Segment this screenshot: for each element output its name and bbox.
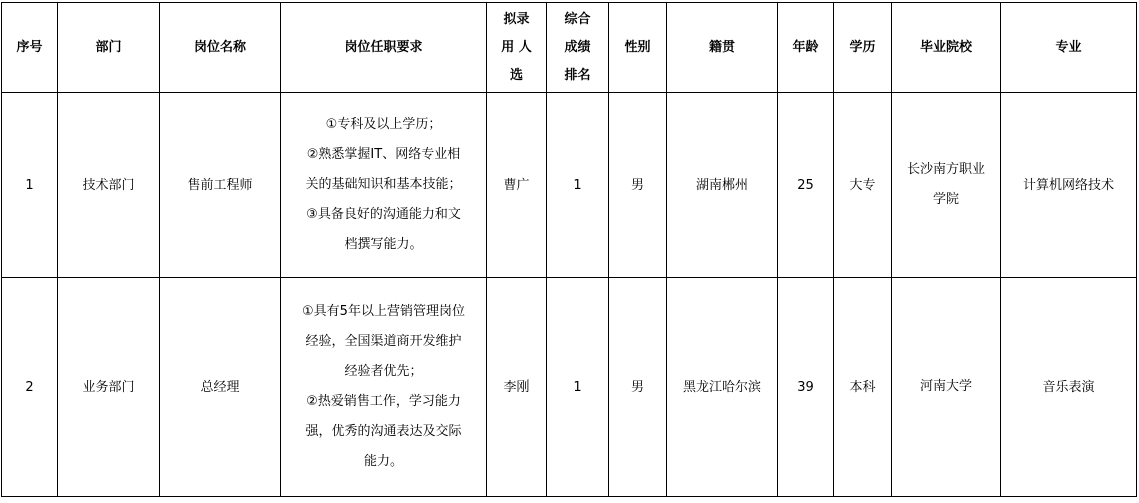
school-text: 河南大学 (919, 379, 972, 394)
cell-index: 1 (2, 93, 58, 278)
cell-age: 25 (778, 93, 834, 278)
cell-gender: 男 (609, 93, 667, 278)
header-education: 学历 (834, 3, 892, 93)
requirements-text: ①具有5年以上营销管理岗位 经验，全国渠道商开发维护 经验者优先； ②热爱销售工作，学习能力 强，优秀的沟通表达及交际 能力。 (302, 304, 465, 469)
requirements-text: ①专科及以上学历； ②熟悉掌握IT、网络专业相 关的基础知识和基本技能； ③具备良好的沟通能力和文 档撰写能力。 (305, 117, 462, 252)
header-school: 毕业院校 (892, 3, 1001, 93)
cell-rank: 1 (547, 278, 609, 497)
cell-department: 技术部门 (58, 93, 160, 278)
header-department: 部门 (58, 3, 160, 93)
table-row (2, 278, 1137, 497)
school-text: 长沙南方职业 学院 (906, 162, 985, 207)
cell-candidate: 李刚 (487, 278, 547, 497)
header-rank-label: 综合 成绩 排名 (564, 11, 591, 83)
cell-school (892, 93, 1001, 278)
header-age: 年龄 (778, 3, 834, 93)
table-row (2, 93, 1137, 278)
cell-position: 售前工程师 (160, 93, 281, 278)
recruitment-table (1, 2, 1137, 497)
cell-school (892, 278, 1001, 497)
header-candidate-label: 拟录 用 人 选 (501, 11, 532, 83)
header-index: 序号 (2, 3, 58, 93)
header-major: 专业 (1001, 3, 1137, 93)
cell-index: 2 (2, 278, 58, 497)
cell-requirements (281, 93, 487, 278)
cell-major: 计算机网络技术 (1001, 93, 1137, 278)
header-origin: 籍贯 (667, 3, 778, 93)
cell-education: 大专 (834, 93, 892, 278)
cell-origin: 黑龙江哈尔滨 (667, 278, 778, 497)
cell-age: 39 (778, 278, 834, 497)
cell-major: 音乐表演 (1001, 278, 1137, 497)
cell-department: 业务部门 (58, 278, 160, 497)
cell-position: 总经理 (160, 278, 281, 497)
cell-origin: 湖南郴州 (667, 93, 778, 278)
header-position: 岗位名称 (160, 3, 281, 93)
header-candidate (487, 3, 547, 93)
header-requirements: 岗位任职要求 (281, 3, 487, 93)
header-rank (547, 3, 609, 93)
cell-education: 本科 (834, 278, 892, 497)
table-header-row (2, 3, 1137, 93)
header-gender: 性别 (609, 3, 667, 93)
cell-requirements (281, 278, 487, 497)
cell-gender: 男 (609, 278, 667, 497)
cell-candidate: 曹广 (487, 93, 547, 278)
cell-rank: 1 (547, 93, 609, 278)
